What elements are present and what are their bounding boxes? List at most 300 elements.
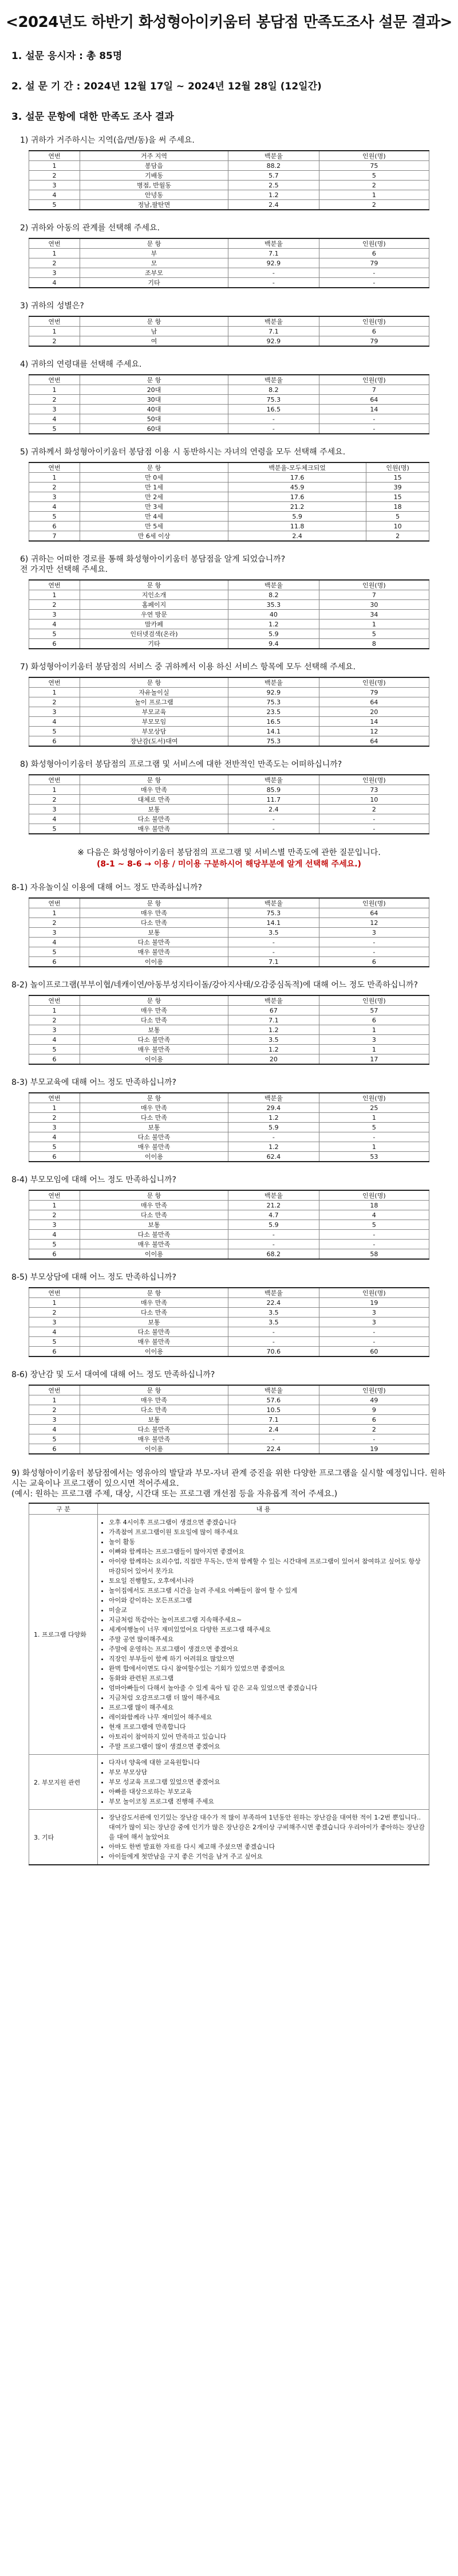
table-cell: 모: [80, 258, 228, 268]
table-row: [29, 1308, 429, 1318]
table-row: [29, 957, 429, 967]
table-cell: 기타: [80, 639, 228, 649]
table-cell: -: [228, 1434, 319, 1444]
table-cell: 4: [29, 1132, 80, 1142]
table-cell: 매우 만족: [80, 1103, 228, 1113]
table-cell: 7: [319, 385, 429, 395]
table-cell: 19: [319, 1444, 429, 1454]
table-cell: 5: [29, 1142, 80, 1152]
table-cell: 보통: [80, 1025, 228, 1035]
table-cell: 10.5: [228, 1405, 319, 1415]
category-name: 1. 프로그램 다양화: [29, 1515, 98, 1755]
column-header: 인원(명): [319, 775, 429, 785]
result-table: [29, 238, 429, 288]
table-row: [29, 805, 429, 814]
table-cell: 60: [319, 1347, 429, 1357]
table-cell: 75.3: [228, 395, 319, 405]
answer-item: • 부모 부모상담: [109, 1767, 428, 1777]
table-cell: 20: [228, 1054, 319, 1065]
table-row: [29, 590, 429, 600]
table-cell: 매우 만족: [80, 1298, 228, 1308]
table-cell: 8.2: [228, 385, 319, 395]
table-cell: 6: [29, 957, 80, 967]
table-cell: 6: [319, 327, 429, 336]
table-cell: 부: [80, 249, 228, 258]
table-cell: 3: [319, 1318, 429, 1327]
table-cell: -: [228, 938, 319, 947]
table-cell: 10: [319, 795, 429, 805]
table-cell: 매우 불만족: [80, 947, 228, 957]
table-cell: 매우 불만족: [80, 1142, 228, 1152]
table-cell: 대체로 만족: [80, 795, 228, 805]
table-cell: 5: [29, 512, 80, 522]
table-cell: 3.5: [228, 1318, 319, 1327]
table-cell: 3: [29, 181, 80, 190]
table-row: [29, 785, 429, 795]
answer-item: • 아토리이 참여하지 있어 만족하고 있습니다: [109, 1732, 428, 1742]
table-cell: -: [228, 1337, 319, 1347]
table-cell: 5: [29, 629, 80, 639]
column-header: 인원(명): [319, 316, 429, 327]
table-cell: 7: [319, 590, 429, 600]
column-header: 문 항: [80, 375, 228, 385]
table-cell: 3: [29, 1415, 80, 1425]
table-cell: 1: [29, 249, 80, 258]
question-text: 3) 귀하의 성별은?: [20, 301, 84, 311]
table-cell: 4: [29, 414, 80, 424]
table-cell: 만 2세: [80, 492, 228, 502]
answer-item: • 놀이집에서도 프로그램 시간을 늘려 주세요 아빠들이 참여 할 수 있게: [109, 1586, 428, 1595]
question-text: 8) 화성형아이키움터 봉담점의 프로그램 및 서비스에 대한 전반적인 만족도는 어떠하십니까?: [20, 760, 342, 769]
table-cell: 49: [319, 1395, 429, 1405]
table-cell: 11.8: [228, 522, 366, 531]
column-header: 인원(명): [319, 238, 429, 249]
table-cell: 3: [29, 1025, 80, 1035]
table-cell: -: [228, 947, 319, 957]
question-text: 8-1) 자유놀이실 이용에 대해 어느 정도 만족하십니까?: [11, 883, 202, 892]
answer-item: • 오후 4시이후 프로그램이 생겼으면 좋겠습니다: [109, 1518, 428, 1527]
table-cell: -: [319, 424, 429, 434]
table-cell: 3: [319, 1308, 429, 1318]
table-cell: 17.6: [228, 492, 366, 502]
table-cell: 6: [319, 249, 429, 258]
table-cell: 매우 불만족: [80, 824, 228, 834]
table-cell: 4: [29, 620, 80, 629]
table-row: [29, 629, 429, 639]
table-cell: 6: [29, 1249, 80, 1260]
table-cell: 14: [319, 717, 429, 727]
table-cell: 18: [366, 502, 429, 512]
column-header: 백분율: [228, 580, 319, 590]
table-cell: 58: [319, 1249, 429, 1260]
table-cell: 자유놀이실: [80, 688, 228, 697]
column-header: 연번: [29, 580, 80, 590]
table-cell: 2: [29, 395, 80, 405]
table-cell: 3: [319, 928, 429, 938]
table-cell: 3: [319, 1035, 429, 1045]
table-cell: 21.2: [228, 1201, 319, 1210]
answer-item: • 주말에 운영하는 프로그램이 생겼으면 좋겠어요: [109, 1644, 428, 1654]
table-cell: 부모모임: [80, 717, 228, 727]
answer-item: • 다자녀 양육에 대한 교육원합니다: [109, 1758, 428, 1767]
table-row: [29, 424, 429, 434]
table-cell: 2: [29, 697, 80, 707]
table-row: [29, 727, 429, 736]
table-cell: 보통: [80, 928, 228, 938]
column-header: 백분율: [228, 677, 319, 688]
table-cell: 3: [29, 1123, 80, 1132]
table-cell: 64: [319, 395, 429, 405]
result-table: [29, 150, 429, 210]
table-row: [29, 1405, 429, 1415]
table-cell: 여: [80, 336, 228, 347]
table-cell: 14: [319, 405, 429, 414]
table-row: [29, 697, 429, 707]
table-row: [29, 1240, 429, 1249]
column-header: 연번: [29, 1288, 80, 1298]
column-header: 백분율: [228, 1288, 319, 1298]
table-cell: 4: [29, 1425, 80, 1434]
table-cell: 1: [29, 1395, 80, 1405]
table-cell: 이이용: [80, 1249, 228, 1260]
column-header: 인원(명): [319, 375, 429, 385]
column-header: 인원(명): [319, 151, 429, 161]
table-cell: 보통: [80, 1123, 228, 1132]
table-row: [29, 405, 429, 414]
table-cell: 6: [29, 522, 80, 531]
table-cell: -: [319, 414, 429, 424]
table-row: [29, 1142, 429, 1152]
table-cell: 기배동: [80, 171, 228, 181]
table-cell: 안녕동: [80, 190, 228, 200]
table-cell: -: [228, 1327, 319, 1337]
column-header: 인원(명): [319, 1288, 429, 1298]
table-row: [29, 1201, 429, 1210]
column-header: 인원(명): [319, 1385, 429, 1395]
question-text: 8-6) 장난감 및 도서 대여에 대해 어느 정도 만족하십니까?: [11, 1370, 215, 1379]
table-cell: 2.5: [228, 181, 319, 190]
table-row: [29, 522, 429, 531]
answer-list: [98, 1813, 428, 1861]
table-cell: 다소 불만족: [80, 814, 228, 824]
table-cell: 64: [319, 908, 429, 918]
table-cell: 홈페이지: [80, 600, 228, 610]
table-cell: 39: [366, 483, 429, 492]
column-header: 백분율-모두체크되었: [228, 462, 366, 473]
table-cell: 16.5: [228, 405, 319, 414]
table-cell: 1: [29, 473, 80, 483]
table-cell: 3: [29, 268, 80, 278]
table-cell: 1: [29, 1006, 80, 1015]
table-cell: 5: [29, 947, 80, 957]
table-cell: 70.6: [228, 1347, 319, 1357]
table-cell: -: [228, 1230, 319, 1240]
answer-item: • 세계여행놀이 너무 재미있었어요 다양한 프로그램 해주세요: [109, 1625, 428, 1634]
table-cell: 부모상담: [80, 727, 228, 736]
table-cell: 다소 만족: [80, 918, 228, 928]
table-cell: 3: [29, 610, 80, 620]
table-cell: 만 5세: [80, 522, 228, 531]
table-row: [29, 1152, 429, 1162]
table-cell: 5: [29, 824, 80, 834]
table-cell: 2: [29, 483, 80, 492]
table-cell: 3: [29, 492, 80, 502]
table-cell: -: [319, 947, 429, 957]
notice-block: [0, 847, 458, 870]
result-table: [29, 897, 429, 967]
column-header: 문 항: [80, 1288, 228, 1298]
column-header: 연번: [29, 995, 80, 1006]
column-header: 연번: [29, 316, 80, 327]
result-table: [29, 1092, 429, 1162]
answer-item: • 토요일 진행할도, 오후에서나라: [109, 1576, 428, 1586]
column-header: 연번: [29, 775, 80, 785]
table-row: [29, 707, 429, 717]
table-row: [29, 1230, 429, 1240]
table-cell: 1.2: [228, 190, 319, 200]
answer-item: • 지금처럼 오감프로그램 더 많이 해주세요: [109, 1693, 428, 1703]
column-header: 문 항: [80, 238, 228, 249]
column-header: 문 항: [80, 995, 228, 1006]
table-cell: 7.1: [228, 957, 319, 967]
table-cell: 1: [29, 688, 80, 697]
column-header: 연번: [29, 1385, 80, 1395]
table-cell: 1: [29, 161, 80, 171]
table-cell: 30: [319, 600, 429, 610]
table-row: [29, 414, 429, 424]
table-cell: 45.9: [228, 483, 366, 492]
table-cell: 75.3: [228, 908, 319, 918]
table-cell: 보통: [80, 1318, 228, 1327]
table-cell: -: [319, 1434, 429, 1444]
table-cell: -: [319, 1240, 429, 1249]
table-cell: 5.7: [228, 171, 319, 181]
column-header: 백분율: [228, 995, 319, 1006]
table-cell: 22.4: [228, 1298, 319, 1308]
table-cell: 매우 만족: [80, 785, 228, 795]
table-cell: 79: [319, 336, 429, 347]
table-cell: 75: [319, 161, 429, 171]
table-cell: 67: [228, 1006, 319, 1015]
table-cell: 3: [29, 1220, 80, 1230]
result-table: [29, 1287, 429, 1357]
table-row: [29, 385, 429, 395]
table-cell: 3.5: [228, 1308, 319, 1318]
table-row: [29, 1347, 429, 1357]
table-row: [29, 1395, 429, 1405]
table-cell: 57.6: [228, 1395, 319, 1405]
table-cell: 19: [319, 1298, 429, 1308]
table-row: [29, 190, 429, 200]
question-text: 2) 귀하와 아동의 관계를 선택해 주세요.: [20, 224, 160, 233]
table-cell: 3: [29, 928, 80, 938]
table-cell: 6: [29, 1444, 80, 1454]
question-text: 6) 귀하는 어떠한 경로를 통해 화성형아이키움터 봉담점을 알게 되었습니까? 전 가지만 선택해 주세요.: [20, 555, 286, 574]
table-cell: -: [228, 1132, 319, 1142]
table-row: [29, 502, 429, 512]
table-cell: 2: [29, 795, 80, 805]
column-header: 인원(명): [319, 898, 429, 908]
period-info: 2. 설 문 기 간 : 2024년 12월 17일 ~ 2024년 12월 28일 (12일간): [11, 81, 322, 92]
column-header: 연번: [29, 898, 80, 908]
category-name: 3. 기타: [29, 1810, 98, 1865]
result-table: [29, 995, 429, 1065]
table-cell: 29.4: [228, 1103, 319, 1113]
table-cell: 다소 불만족: [80, 1327, 228, 1337]
column-header: 백분율: [228, 1385, 319, 1395]
category-row: [29, 1755, 429, 1810]
column-header: 인원(명): [319, 677, 429, 688]
table-cell: 5.9: [228, 1123, 319, 1132]
table-cell: 다소 불만족: [80, 938, 228, 947]
table-row: [29, 795, 429, 805]
table-cell: 다소 불만족: [80, 1230, 228, 1240]
table-cell: 맘카페: [80, 620, 228, 629]
table-row: [29, 717, 429, 727]
column-header: 백분율: [228, 238, 319, 249]
table-cell: 2: [29, 918, 80, 928]
section-heading: 3. 설문 문항에 대한 만족도 조사 결과: [11, 111, 174, 123]
category-row: [29, 1810, 429, 1865]
table-cell: 만 4세: [80, 512, 228, 522]
table-row: [29, 181, 429, 190]
table-cell: -: [319, 1337, 429, 1347]
table-row: [29, 1113, 429, 1123]
table-cell: 1: [319, 190, 429, 200]
table-cell: 57: [319, 1006, 429, 1015]
notice-line-1: ※ 다음은 화성형아이키움터 봉담점의 프로그램 및 서비스별 만족도에 관한 질문입니다.: [77, 848, 381, 857]
column-header: 구 분: [29, 1503, 98, 1515]
table-cell: 7.1: [228, 1015, 319, 1025]
result-table: [29, 677, 429, 747]
table-cell: 2: [29, 600, 80, 610]
table-cell: -: [319, 278, 429, 288]
table-cell: 1: [29, 1103, 80, 1113]
respondents-info: 1. 설문 응시자 : 총 85명: [11, 50, 123, 62]
table-cell: 4: [29, 190, 80, 200]
table-row: [29, 1220, 429, 1230]
table-cell: 만 0세: [80, 473, 228, 483]
table-cell: 1.2: [228, 1045, 319, 1054]
column-header: 문 항: [80, 1190, 228, 1201]
table-cell: 5: [29, 1240, 80, 1249]
question-text: 4) 귀하의 연령대를 선택해 주세요.: [20, 360, 142, 369]
table-cell: 이이용: [80, 1152, 228, 1162]
table-row: [29, 938, 429, 947]
answer-item: • 가족참여 프로그램이원 토요일에 많이 해주세요: [109, 1527, 428, 1537]
table-cell: 다소 만족: [80, 1113, 228, 1123]
table-cell: 2: [29, 171, 80, 181]
answer-item: • 완벽 합에서이면도 다시 참여할수있는 기회가 있었으면 좋겠어요: [109, 1664, 428, 1673]
table-cell: 88.2: [228, 161, 319, 171]
column-header: 문 항: [80, 580, 228, 590]
open-answer-table: [29, 1503, 429, 1865]
table-cell: 2: [29, 1210, 80, 1220]
table-cell: 7.1: [228, 249, 319, 258]
answer-item: • 아빠를 대상으로하는 부모교육: [109, 1787, 428, 1797]
table-row: [29, 1132, 429, 1142]
table-cell: 2: [29, 336, 80, 347]
table-cell: 11.7: [228, 795, 319, 805]
table-cell: 2.4: [228, 805, 319, 814]
table-cell: 6: [29, 736, 80, 747]
table-cell: 만 6세 이상: [80, 531, 228, 542]
table-cell: 4.7: [228, 1210, 319, 1220]
table-cell: 남: [80, 327, 228, 336]
table-cell: 21.2: [228, 502, 366, 512]
table-cell: 92.9: [228, 688, 319, 697]
answer-item: • 놀이 활동: [109, 1537, 428, 1547]
table-cell: 만 1세: [80, 483, 228, 492]
table-cell: 53: [319, 1152, 429, 1162]
table-row: [29, 639, 429, 649]
table-cell: 지인소개: [80, 590, 228, 600]
table-row: [29, 492, 429, 502]
result-table: [29, 579, 429, 649]
table-cell: 매우 만족: [80, 1395, 228, 1405]
table-cell: 1.2: [228, 620, 319, 629]
table-row: [29, 736, 429, 747]
column-header: 백분율: [228, 316, 319, 327]
table-row: [29, 1210, 429, 1220]
table-row: [29, 1298, 429, 1308]
table-row: [29, 258, 429, 268]
table-cell: 다소 만족: [80, 1308, 228, 1318]
table-row: [29, 278, 429, 288]
table-cell: 4: [29, 1035, 80, 1045]
column-header: 연번: [29, 462, 80, 473]
column-header: 백분율: [228, 375, 319, 385]
table-cell: 5.9: [228, 629, 319, 639]
column-header: 문 항: [80, 316, 228, 327]
table-cell: 62.4: [228, 1152, 319, 1162]
table-cell: -: [319, 1230, 429, 1240]
table-cell: 1.2: [228, 1113, 319, 1123]
table-cell: 보통: [80, 1415, 228, 1425]
table-cell: 4: [29, 938, 80, 947]
table-row: [29, 1425, 429, 1434]
table-cell: 부모교육: [80, 707, 228, 717]
table-cell: 5: [29, 1434, 80, 1444]
column-header: 연번: [29, 151, 80, 161]
table-cell: -: [228, 814, 319, 824]
answer-item: • 이빠와 함께하는 프로그램들이 많아지면 좋겠어요: [109, 1547, 428, 1556]
table-cell: 4: [29, 502, 80, 512]
table-row: [29, 1006, 429, 1015]
table-cell: -: [228, 824, 319, 834]
table-cell: 6: [29, 1054, 80, 1065]
table-cell: 68.2: [228, 1249, 319, 1260]
column-header: 문 항: [80, 1093, 228, 1103]
table-cell: 보통: [80, 805, 228, 814]
table-cell: 73: [319, 785, 429, 795]
table-row: [29, 1035, 429, 1045]
result-table: [29, 316, 429, 347]
answer-item: • 장난감도서관에 인기있는 장난감 대수가 적 많이 부족하여 1년동안 원하는 장난감을 대여한 적이 1-2번 뿐입니다.. 대여가 많이 되는 장난감 중에 인기가 많은 장난감은 2개이상 구비해주시면 좋겠습니다 우리아이가 좋아하는 장난감을 대여 해서 놀았어요: [109, 1813, 428, 1842]
table-cell: 8.2: [228, 590, 319, 600]
table-cell: 6: [319, 1415, 429, 1425]
table-cell: 25: [319, 1103, 429, 1113]
question-text: 5) 귀하께서 화성형아이키움터 봉담점 이용 시 동반하시는 자녀의 연령을 모두 선택해 주세요.: [20, 448, 346, 457]
category-row: [29, 1515, 429, 1755]
column-header: 문 항: [80, 1385, 228, 1395]
table-cell: 15: [366, 492, 429, 502]
answer-item: • 동화와 관련된 프로그램: [109, 1673, 428, 1683]
table-row: [29, 1434, 429, 1444]
table-cell: 9: [319, 1405, 429, 1415]
table-cell: 2.4: [228, 200, 319, 210]
table-cell: 2: [29, 1405, 80, 1415]
